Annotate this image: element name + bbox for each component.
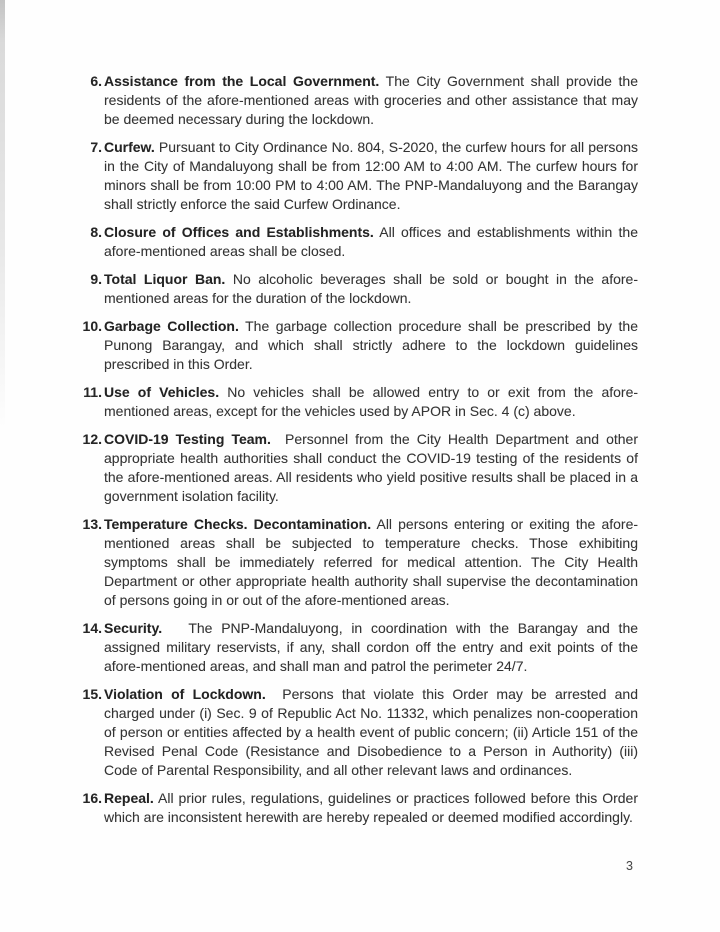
item-body: Persons that violate this Order may be arrested and charged under (i) Sec. 9 of Republic Act No. 11332, which penalizes non-cooperation of person or entities affected by a health event of public concern; (ii) Article 151 of the Revised Penal Code (Resistance and Disobedience to a Person in Authority) (iii) Code of Parental Responsibility, and all other relevant laws and ordinances.: [104, 686, 638, 778]
list-item: [78, 270, 638, 308]
item-title: Use of Vehicles.: [104, 384, 220, 400]
item-number: 15.: [82, 686, 102, 702]
item-body: The City Government shall provide the residents of the afore-mentioned areas with groceries and other assistance that may be deemed necessary during the lockdown.: [104, 73, 638, 127]
item-body: Pursuant to City Ordinance No. 804, S-2020, the curfew hours for all persons in the City of Mandaluyong shall be from 12:00 AM to 4:00 AM. The curfew hours for minors shall be from 10:00 PM to 4:00 AM. The PNP-Mandaluyong and the Barangay shall strictly enforce the said Curfew Ordinance.: [104, 139, 639, 212]
item-number: 12.: [82, 431, 102, 447]
item-text: [104, 317, 638, 374]
list-item: [78, 138, 638, 214]
item-text: [104, 619, 638, 676]
item-title: Garbage Collection.: [104, 318, 239, 334]
list-item: [78, 685, 638, 780]
item-number: 13.: [82, 516, 102, 532]
item-text: [104, 72, 638, 129]
item-number: 14.: [82, 620, 102, 636]
item-number: 6.: [90, 73, 102, 89]
item-text: [104, 383, 638, 421]
item-title: COVID-19 Testing Team.: [104, 431, 271, 447]
item-text: [104, 789, 638, 827]
item-title: Temperature Checks. Decontamination.: [104, 516, 372, 532]
item-title: Security.: [104, 620, 163, 636]
item-body: No vehicles shall be allowed entry to or exit from the afore-mentioned areas, except for the vehicles used by APOR in Sec. 4 (c) above.: [104, 384, 639, 419]
item-number: 16.: [82, 790, 102, 806]
item-title: Repeal.: [104, 790, 154, 806]
item-number: 8.: [90, 224, 102, 240]
item-body: All persons entering or exiting the afore-mentioned areas shall be subjected to temperature checks. Those exhibiting symptoms shall be immediately referred for medical attention. The City Health Department or other appropriate health authority shall supervise the decontamination of persons going in or out of the afore-mentioned areas.: [104, 516, 639, 608]
item-number: 9.: [90, 271, 102, 287]
item-title: Violation of Lockdown.: [104, 686, 266, 702]
item-body: All offices and establishments within the afore-mentioned areas shall be closed.: [104, 224, 638, 259]
item-number: 11.: [83, 384, 102, 400]
item-body: No alcoholic beverages shall be sold or bought in the afore-mentioned areas for the duration of the lockdown.: [104, 271, 638, 306]
item-number: 7.: [90, 139, 102, 155]
item-text: [104, 515, 638, 610]
item-number: 10.: [82, 318, 102, 334]
list-item: [78, 430, 638, 506]
numbered-list: [78, 72, 638, 836]
item-text: [104, 430, 638, 506]
list-item: [78, 515, 638, 610]
item-title: Total Liquor Ban.: [104, 271, 226, 287]
list-item: [78, 223, 638, 261]
list-item: [78, 72, 638, 129]
item-title: Closure of Offices and Establishments.: [104, 224, 374, 240]
item-body: Personnel from the City Health Department and other appropriate health authorities shall conduct the COVID-19 testing of the residents of the afore-mentioned areas. All residents who yield positive results shall be placed in a government isolation facility.: [104, 431, 638, 504]
item-text: [104, 270, 638, 308]
list-item: [78, 383, 638, 421]
item-text: [104, 685, 638, 780]
item-text: [104, 223, 638, 261]
item-title: Curfew.: [104, 139, 155, 155]
scan-edge-shadow: [0, 0, 5, 430]
list-item: [78, 317, 638, 374]
list-item: [78, 789, 638, 827]
item-body: The garbage collection procedure shall be prescribed by the Punong Barangay, and which shall strictly adhere to the lockdown guidelines prescribed in this Order.: [104, 318, 638, 372]
item-title: Assistance from the Local Government.: [104, 73, 380, 89]
item-body: All prior rules, regulations, guidelines or practices followed before this Order which are inconsistent herewith are hereby repealed or deemed modified accordingly.: [104, 790, 638, 825]
item-body: The PNP-Mandaluyong, in coordination with the Barangay and the assigned military reservists, if any, shall cordon off the entry and exit points of the afore-mentioned areas, and shall man and patrol the perimeter 24/7.: [104, 620, 639, 674]
list-item: [78, 619, 638, 676]
item-text: [104, 138, 638, 214]
page-number: 3: [626, 859, 633, 873]
